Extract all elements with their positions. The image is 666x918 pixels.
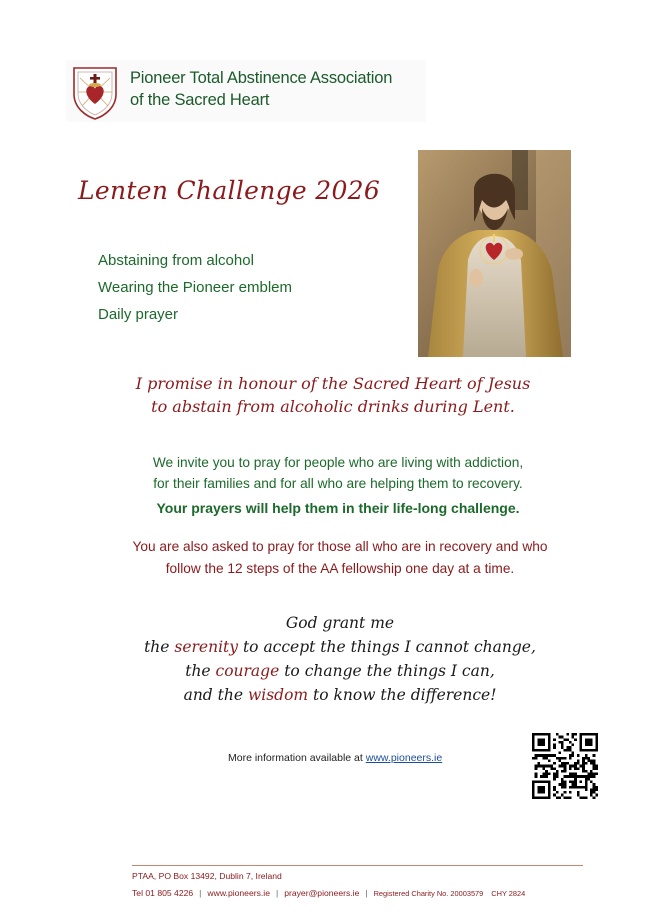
page-title: Lenten Challenge 2026 [78,176,381,205]
prayer-highlight-wisdom: wisdom [247,686,309,704]
promise-line-1: I promise in honour of the Sacred Heart of Jesus [135,374,531,393]
footer-chy-number: CHY 2824 [491,889,526,898]
sacred-heart-statue-image [418,150,571,357]
aa-line-2: follow the 12 steps of the AA fellowship one day at a time. [165,561,515,576]
organisation-name [130,67,392,111]
prayer-highlight-serenity: serenity [174,638,239,656]
invitation-emphasis: Your prayers will help them in their life-long challenge. [156,500,520,516]
more-info-text: More information available at [228,752,366,764]
prayer-text: to accept the things I cannot change, [238,638,536,656]
footer-contact [132,888,525,898]
footer-website-link[interactable]: www.pioneers.ie [207,888,270,898]
footer-address: PTAA, PO Box 13492, Dublin 7, Ireland [132,871,282,881]
invitation-line-2: for their families and for all who are helping them to recovery. [153,476,523,491]
aa-line-1: You are also asked to pray for those all who are in recovery and who [132,539,548,554]
prayer-line-4 [0,683,666,707]
challenge-item: Wearing the Pioneer emblem [98,279,292,296]
prayer-line-3 [0,659,666,683]
serenity-prayer [0,611,666,707]
prayer-text: the [185,662,216,680]
prayer-text: and the [183,686,248,704]
promise-line-2: to abstain from alcoholic drinks during Lent. [151,397,515,416]
footer-separator: | [365,888,368,898]
promise-text [0,372,666,418]
aa-recovery-text [0,536,666,580]
qr-code[interactable] [532,733,598,799]
prayer-text: to know the difference! [308,686,497,704]
footer-divider [132,865,583,866]
prayer-highlight-courage: courage [215,662,280,680]
invitation-text [0,452,666,519]
prayer-text: the [144,638,175,656]
prayer-line-1: God grant me [285,614,395,632]
footer-separator: | [275,888,279,898]
challenge-item: Abstaining from alcohol [98,252,254,269]
sacred-heart-crest-icon [70,64,120,120]
challenge-list [98,247,292,328]
website-link[interactable]: www.pioneers.ie [365,752,443,764]
organisation-name-line-2: of the Sacred Heart [130,91,270,109]
footer-email-link[interactable]: prayer@pioneers.ie [284,888,360,898]
organisation-name-line-1: Pioneer Total Abstinence Association [130,69,393,87]
prayer-line-2 [0,635,666,659]
prayer-text: to change the things I can, [279,662,495,680]
more-info [228,752,442,764]
footer-charity-number: Registered Charity No. 20003579 [373,889,484,898]
footer-separator: | [199,888,202,898]
challenge-item: Daily prayer [98,306,179,323]
footer-phone: Tel 01 805 4226 [132,888,194,898]
invitation-line-1: We invite you to pray for people who are living with addiction, [152,455,524,470]
